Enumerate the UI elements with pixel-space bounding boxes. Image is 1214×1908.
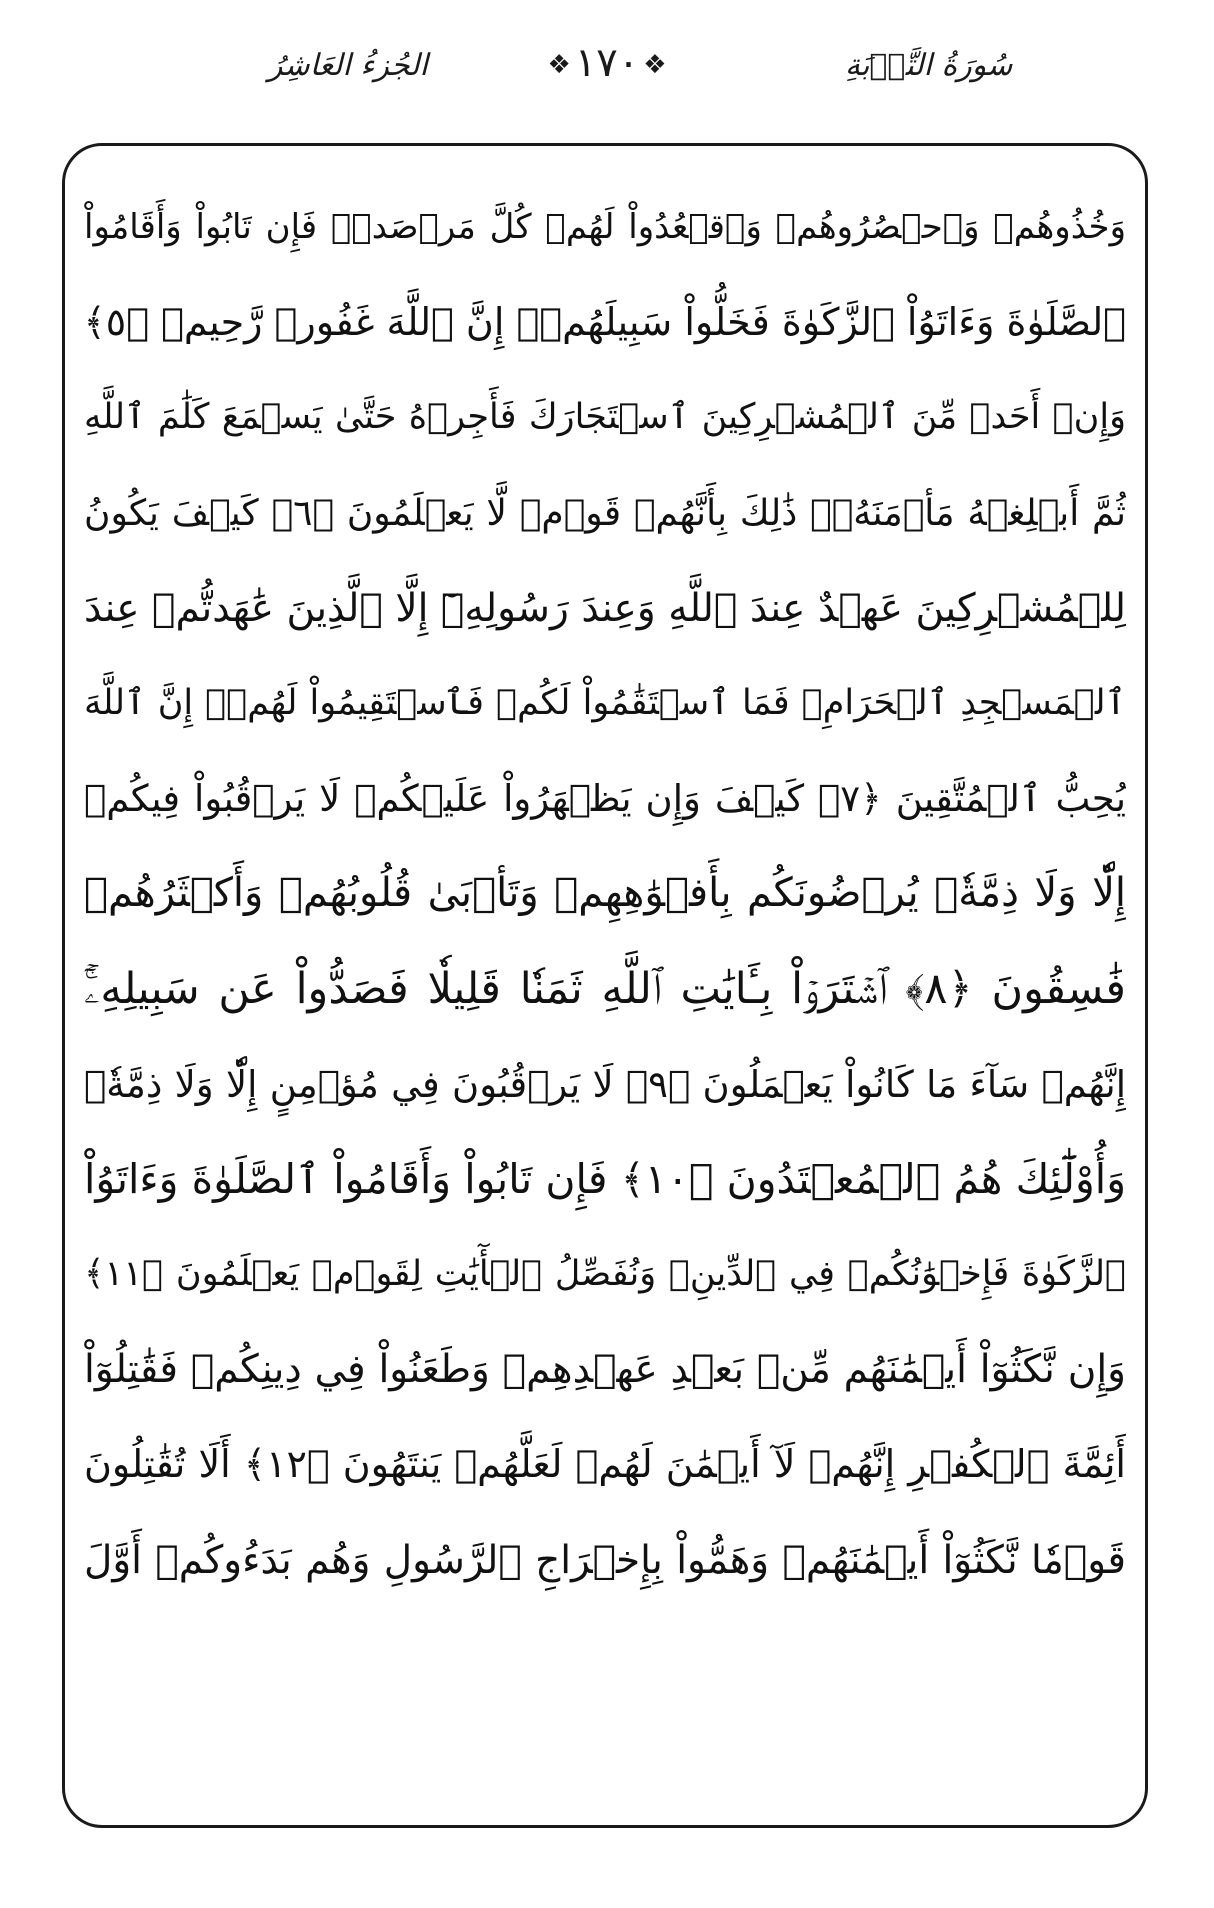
text-line: وَخُذُوهُمۡ وَٱحۡصُرُوهُمۡ وَٱقۡعُدُواْ لَهُمۡ كُلَّ مَرۡصَدٖۚ فَإِن تَابُواْ وَأَقَامُواْ bbox=[84, 207, 1126, 247]
juz-name: الجُزءُ العَاشِرُ bbox=[268, 48, 428, 83]
surah-name: سُورَةُ التَّوۡبَةِ bbox=[845, 48, 1013, 83]
page-header bbox=[0, 40, 1214, 110]
text-line: يُحِبُّ ٱلۡمُتَّقِينَ ﴿٧﴾ كَيۡفَ وَإِن يَظۡهَرُواْ عَلَيۡكُمۡ لَا يَرۡقُبُواْ فِيكُمۡ bbox=[84, 777, 1126, 821]
text-line: قَوۡمٗا نَّكَثُوٓاْ أَيۡمَٰنَهُمۡ وَهَمُّواْ بِإِخۡرَاجِ ٱلرَّسُولِ وَهُم بَدَءُوكُمۡ أَوَّلَ bbox=[84, 1537, 1126, 1583]
text-line: لِلۡمُشۡرِكِينَ عَهۡدٌ عِندَ ٱللَّهِ وَعِندَ رَسُولِهِۦٓ إِلَّا ٱلَّذِينَ عَٰهَدتُّمۡ عِندَ bbox=[84, 585, 1126, 631]
text-line: ٱلزَّكَوٰةَ فَإِخۡوَٰنُكُمۡ فِي ٱلدِّينِۗ وَنُفَصِّلُ ٱلۡأٓيَٰتِ لِقَوۡمٖ يَعۡلَمُونَ ﴿١١﴾ bbox=[84, 1254, 1126, 1295]
text-line: إِنَّهُمۡ سَآءَ مَا كَانُواْ يَعۡمَلُونَ ﴿٩﴾ لَا يَرۡقُبُونَ فِي مُؤۡمِنٍ إِلّٗا وَلَا ذِمَّةٗۚ bbox=[84, 1062, 1126, 1106]
text-line: ٱلصَّلَوٰةَ وَءَاتَوُاْ ٱلزَّكَوٰةَ فَخَلُّواْ سَبِيلَهُمۡۚ إِنَّ ٱللَّهَ غَفُورٞ رَّحِيمٞ ﴿٥﴾ bbox=[84, 300, 1126, 345]
text-line: فَٰسِقُونَ ﴿٨﴾ ٱشۡتَرَوۡاْ بِـَٔايَٰتِ ٱللَّهِ ثَمَنٗا قَلِيلٗا فَصَدُّواْ عَن سَبِيلِهِۦٓۚ bbox=[84, 963, 1126, 1014]
ornament-right-icon: ❖ bbox=[643, 50, 667, 80]
text-line: وَأُوْلَٰٓئِكَ هُمُ ٱلۡمُعۡتَدُونَ ﴿١٠﴾ فَإِن تَابُواْ وَأَقَامُواْ ٱلصَّلَوٰةَ وَءَاتَوُاْ bbox=[84, 1154, 1126, 1203]
ornament-left-icon: ❖ bbox=[547, 50, 571, 80]
page-number: ١٧٠ bbox=[574, 40, 640, 86]
text-line: وَإِنۡ أَحَدٞ مِّنَ ٱلۡمُشۡرِكِينَ ٱسۡتَجَارَكَ فَأَجِرۡهُ حَتَّىٰ يَسۡمَعَ كَلَٰمَ ٱللَّهِ bbox=[84, 397, 1126, 438]
text-line: أَئِمَّةَ ٱلۡكُفۡرِ إِنَّهُمۡ لَآ أَيۡمَٰنَ لَهُمۡ لَعَلَّهُمۡ يَنتَهُونَ ﴿١٢﴾ أَلَا تُقَٰتِلُونَ bbox=[84, 1442, 1126, 1487]
page-number-block bbox=[0, 40, 1214, 86]
quran-text bbox=[84, 180, 1126, 1608]
text-line: وَإِن نَّكَثُوٓاْ أَيۡمَٰنَهُم مِّنۢ بَعۡدِ عَهۡدِهِمۡ وَطَعَنُواْ فِي دِينِكُمۡ فَقَٰتِلُوٓاْ bbox=[84, 1347, 1126, 1393]
text-line: إِلّٗا وَلَا ذِمَّةٗۚ يُرۡضُونَكُم بِأَفۡوَٰهِهِمۡ وَتَأۡبَىٰ قُلُوبُهُمۡ وَأَكۡثَرُهُمۡ bbox=[84, 870, 1126, 917]
text-line: ثُمَّ أَبۡلِغۡهُ مَأۡمَنَهُۥۚ ذَٰلِكَ بِأَنَّهُمۡ قَوۡمٞ لَّا يَعۡلَمُونَ ﴿٦﴾ كَيۡفَ يَكُونُ bbox=[84, 492, 1126, 534]
text-line: ٱلۡمَسۡجِدِ ٱلۡحَرَامِۖ فَمَا ٱسۡتَقَٰمُواْ لَكُمۡ فَٱسۡتَقِيمُواْ لَهُمۡۚ إِنَّ ٱللَّهَ bbox=[84, 682, 1126, 723]
